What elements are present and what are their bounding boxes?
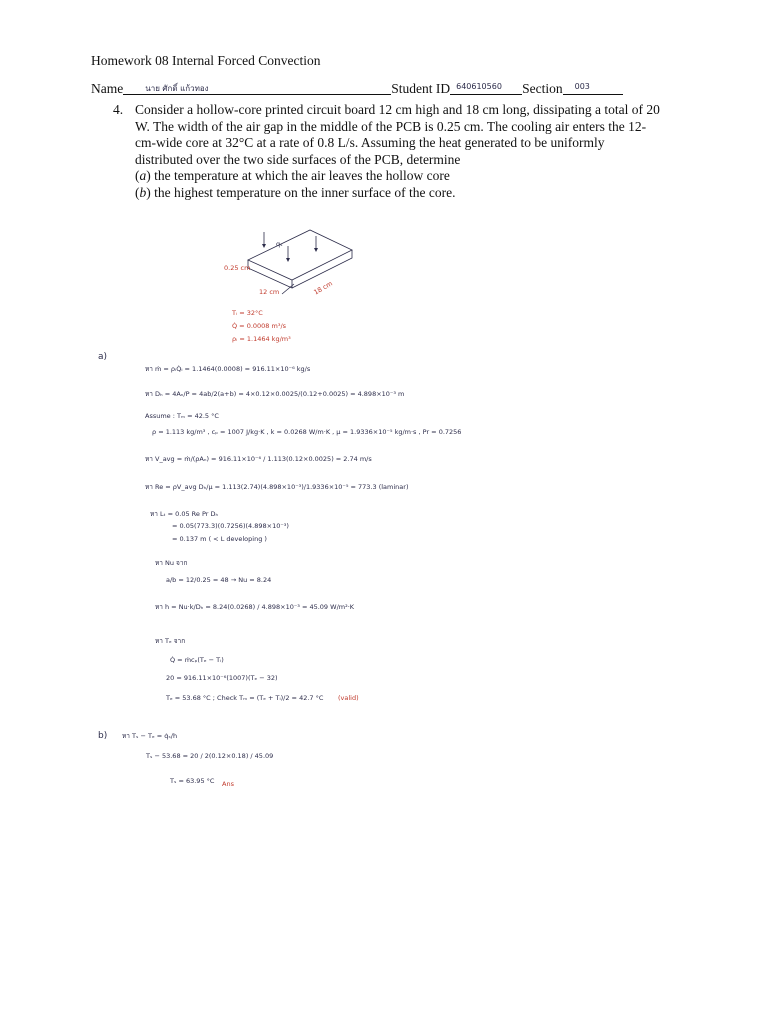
part-b-text: the highest temperature on the inner surface of the core. [150,184,456,200]
solution-a-line: หา Re = ρV_avg Dₕ/μ = 1.113(2.74)(4.898×10⁻³)/1.9336×10⁻⁵ = 773.3 (laminar) [145,483,409,491]
student-id-value: 640610560 [456,82,502,91]
student-id-label: Student ID [391,81,451,96]
solution-a-line: 20 = 916.11×10⁻⁶(1007)(Tₑ − 32) [166,674,278,682]
part-a-question: (a) the temperature at which the air leaves the hollow core [135,168,450,183]
given-flow-rate: Q̇ = 0.0008 m³/s [232,322,287,330]
section-value: 003 [574,82,590,91]
problem-line: distributed over the two side surfaces of the PCB, determine [135,151,461,167]
solution-a-line: ρ = 1.113 kg/m³ , cₚ = 1007 J/kg·K , k = 0.0268 W/m·K , μ = 1.9336×10⁻⁵ kg/m·s , Pr = 0.7256 [152,428,462,436]
name-value: นาย ศักดิ์ แก้วทอง [145,84,209,93]
solution-b-line: หา Tₛ − Tₑ = q̇ₛ/h [122,732,178,740]
student-id-field [450,80,522,95]
solution-a-line: Assume : Tₘ = 42.5 °C [145,412,219,420]
air-inlet-arrow [282,284,294,294]
solution-a-line: = 0.137 m ( < L developing ) [172,535,267,543]
dim-height-label: 0.25 cm [224,264,251,272]
given-inlet-temp: Tᵢ = 32°C [232,309,263,317]
section-field [563,80,623,95]
problem-statement [135,102,660,201]
solution-b-line: Tₛ = 63.95 °C [170,777,215,785]
solution-a-line: Q̇ = ṁcₚ(Tₑ − Tᵢ) [170,656,224,664]
solution-a-line: หา Dₕ = 4Aₙ/P = 4ab/2(a+b) = 4×0.12×0.0025/(0.12+0.0025) = 4.898×10⁻³ m [145,390,405,398]
problem-line: Consider a hollow-core printed circuit board 12 cm high and 18 cm long, dissipating a total of 20 [135,102,660,117]
solution-a-line: Tₑ = 53.68 °C ; Check Tₘ = (Tₑ + Tᵢ)/2 = 42.7 °C [166,694,324,702]
pcb-side-edge [292,250,352,288]
valid-note: (valid) [338,694,359,702]
pcb-front-edge [248,260,292,288]
answer-mark: Ans [222,780,234,788]
part-b-question: (b) the highest temperature on the inner surface of the core. [135,184,456,200]
problem-line: cm-wide core at 32°C at a rate of 0.8 L/s. Assuming the heat generated to be uniformly [135,135,605,150]
name-row [91,80,623,97]
given-density: ρᵢ = 1.1464 kg/m³ [232,335,291,343]
name-label: Name [91,81,124,96]
dim-length-label: 18 cm [312,279,334,297]
name-field [123,80,391,95]
section-label: Section [522,81,563,96]
solution-b-line: Tₛ − 53.68 = 20 / 2(0.12×0.18) / 45.09 [146,752,274,760]
heat-flux-label: qₛ [276,240,283,248]
dim-width-label: 12 cm [259,288,280,296]
part-b-letter: b [139,184,147,200]
pcb-diagram [220,222,360,302]
problem-number: 4. [113,102,124,117]
solution-a-line: หา Nu จาก [155,559,188,567]
problem-line: W. The width of the air gap in the middle of the PCB is 0.25 cm. The cooling air enters the 12- [135,118,647,134]
solution-a-line: a/b = 12/0.25 = 48 → Nu = 8.24 [166,576,272,584]
solution-a-line: หา V_avg = ṁ/(ρAₙ) = 916.11×10⁻⁶ / 1.113(0.12×0.0025) = 2.74 m/s [145,455,372,463]
homework-title: Homework 08 Internal Forced Convection [91,53,321,68]
solution-a-line: หา ṁ = ρᵢQ̇ᵢ = 1.1464(0.0008) = 916.11×10⁻⁶ kg/s [145,365,311,373]
part-b-label: b) [98,731,108,741]
part-a-letter: a [139,168,147,183]
solution-a-line: = 0.05(773.3)(0.7256)(4.898×10⁻³) [172,522,289,530]
part-a-label: a) [98,352,108,362]
part-a-text: the temperature at which the air leaves the hollow core [150,168,450,183]
solution-a-line: หา h = Nu·k/Dₕ = 8.24(0.0268) / 4.898×10⁻³ = 45.09 W/m²·K [155,603,355,611]
solution-a-line: หา Tₑ จาก [155,637,186,645]
solution-a-line: หา Lₜ = 0.05 Re Pr Dₕ [150,510,219,518]
